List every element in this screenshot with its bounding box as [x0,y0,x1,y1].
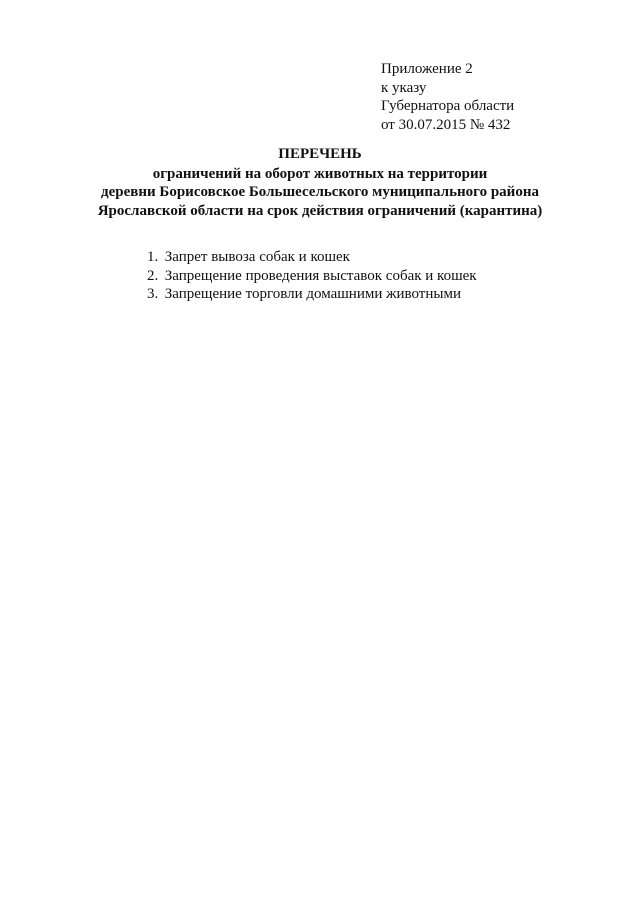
annex-reference [381,60,514,134]
title-heading: ПЕРЕЧЕНЬ [278,146,362,162]
list-item-text: Запрещение проведения выставок собак и кошек [164,267,477,284]
list-item-text: Запрет вывоза собак и кошек [164,249,350,265]
restrictions-list [147,248,477,304]
title-line-3: Ярославской области на срок действия ограничений (карантина) [97,202,543,219]
annex-line-number: Приложение 2 [381,61,473,77]
list-item [147,248,477,267]
list-item-text: Запрещение торговли домашними животными [164,286,461,302]
list-item-number: 2. [147,267,159,284]
list-item-number: 1. [147,249,159,265]
annex-line-decree: к указу [381,79,427,96]
annex-line-governor: Губернатора области [381,98,515,114]
title-line-2: деревни Борисовское Большесельского муниципального района [101,184,539,200]
document-title [0,145,640,220]
list-item [147,285,477,304]
list-item-number: 3. [147,286,159,302]
annex-line-date: от 30.07.2015 № 432 [381,116,511,133]
list-item [147,267,477,286]
title-line-1: ограничений на оборот животных на территории [152,165,488,182]
